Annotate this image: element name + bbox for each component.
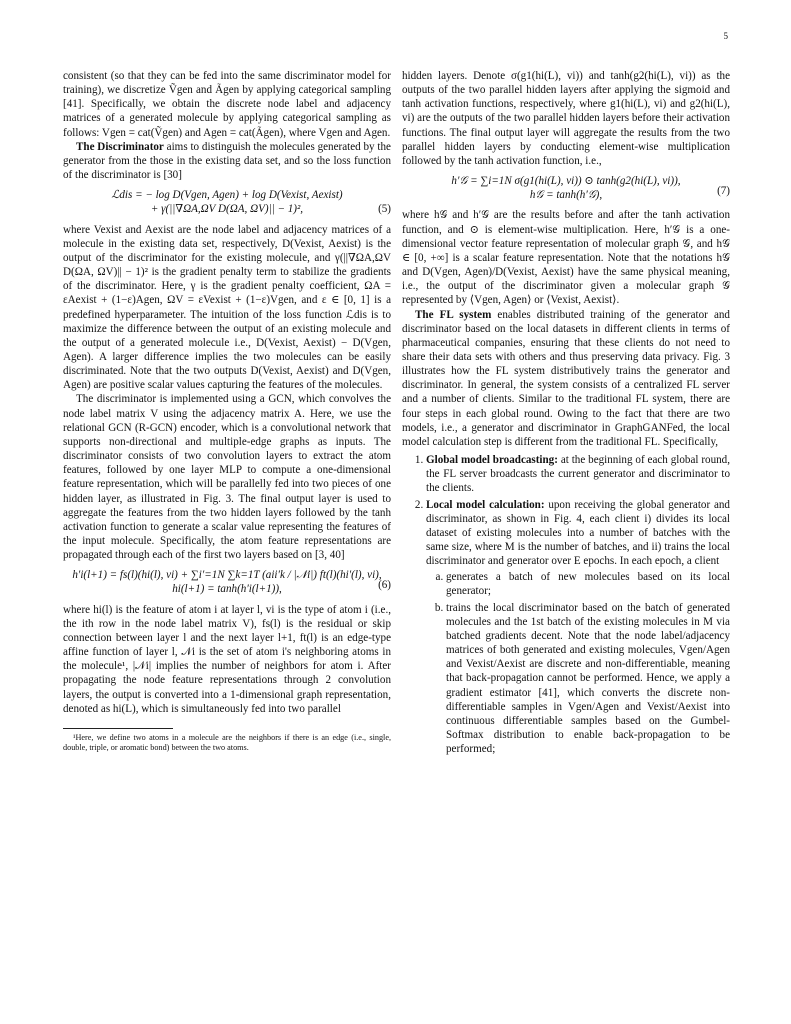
equation-number: (5) (378, 203, 391, 216)
equation-7 (402, 174, 730, 202)
left-column (63, 69, 391, 754)
list-item (426, 453, 730, 495)
paragraph (63, 140, 391, 182)
equation-5 (63, 188, 391, 216)
equation-line: h′𝒢 = ∑i=1N σ(g1(hi(L), vi)) ⊙ tanh(g2(hi(L), vi)), (451, 175, 681, 188)
sub-list-item: a. generates a batch of new molecules based on its local generator; (446, 570, 730, 598)
equation-6 (63, 568, 391, 596)
paragraph: The discriminator is implemented using a GCN, which convolves the node label matrix V using the adjacency matrix A. Here, we use the relational GCN (R-GCN) encoder, which is a convolutional network that supports non-directional and multiple-edge graphs as inputs. The discriminator consists of two convolution layers to extract the atom features, followed by one layer MLP to compute a one-dimensional feature representation, which will be parallelly fed into two pieces of one hidden layer, as illustrated in Fig. 3. The final output layer is used to aggregate the features from the two hidden layers followed by the tanh activation function to generate a scalar value representing the features of the input molecule. Specifically, the atom feature representations are propagated through each of the first two layers based on [3, 40] (63, 393, 391, 562)
footnote: ¹Here, we define two atoms in a molecule are the neighbors if there is an edge (i.e., single, double, triple, or aromatic bond) between the two atoms. (63, 732, 391, 753)
equation-line: hi(l+1) = tanh(h′i(l+1)), (172, 583, 282, 596)
paragraph-text: aims to distinguish the molecules generated by the generator from the those in the existing data set, and so the loss function of the discriminator is [30] (63, 140, 391, 182)
paragraph: where Vexist and Aexist are the node label and adjacency matrices of a molecule in the existing data set, respectively, D(Vexist, Aexist) is the output of the discriminator for the existing molecule, and γ(||∇ΩA,ΩV D(ΩA, ΩV)|| − 1)² is the gradient penalty term to stabilize the gradients of the discriminator. Here, γ is the gradient penalty coefficient, ΩA = εAexist + (1−ε)Agen, ΩV = εVexist + (1−ε)Vgen, and ε ∈ [0, 1] is a predefined hyperparameter. The intuition of the loss function ℒdis is to maximize the difference between the output of an existing molecule and the output of a generated molecule i.e., D(Vexist, Aexist) − D(Vgen, Agen). A larger difference implies the two molecules can be easily discriminated. Note that the two outputs D(Vexist, Aexist) and D(Vgen, Agen) are positive scalar values capturing the features of the molecules. (63, 223, 391, 392)
list-item (426, 498, 730, 757)
equation-number: (7) (717, 185, 730, 198)
equation-line: + γ(||∇ΩA,ΩV D(ΩA, ΩV)|| − 1)², (150, 203, 304, 216)
sub-step-list (426, 570, 730, 756)
section-heading: The Discriminator (76, 140, 164, 153)
paragraph-text: enables distributed training of the generator and discriminator based on the local datasets in different clients in terms of pharmaceutical companies, ensuring that these clients do not need to share their data sets with others and thus preserving data privacy. Fig. 3 illustrates how the FL system distributively trains the generator and discriminator. In general, the system consists of a centralized FL server and a number of clients. Similar to the traditional FL system, there are four steps in each global round. Owing to the fact that there are two models, i.e., a generator and discriminator in GraphGANFed, the local model calculation step is different from the traditional FL. Specifically, (402, 308, 730, 448)
page-number: 5 (723, 31, 728, 41)
list-item-heading: Global model broadcasting: (426, 454, 558, 467)
paragraph (402, 308, 730, 450)
section-heading: The FL system (415, 308, 492, 321)
equation-line: ℒdis = − log D(Vgen, Agen) + log D(Vexist, Aexist) (111, 189, 343, 202)
equation-line: h′i(l+1) = fs(l)(hi(l), vi) + ∑i′=1N ∑k=1T (aii′k / |𝒩i|) ft(l)(hi′(l), vi), (72, 569, 382, 582)
list-item-text: at the beginning of each global round, the FL server broadcasts the current generator and discriminator to the clients. (426, 454, 731, 495)
list-item-text: upon receiving the global generator and discriminator, as shown in Fig. 4, each client i) divides its local dataset of existing molecules into a number of batches with the same size, where M is the number of batches, and ii) trains the local discriminator and generator over E epochs. In each epoch, a client (426, 498, 730, 568)
equation-number: (6) (378, 579, 391, 592)
paragraph: where hi(l) is the feature of atom i at layer l, vi is the type of atom i (i.e., the ith row in the node label matrix V), fs(l) is the residual or skip connection between layer l and the next layer l+1, ft(l) is an edge-type affine function of layer l, 𝒩i is the set of atom i's neighboring atoms in the molecule¹, |𝒩i| implies the number of neighbors for atom i. After propagating the node feature representations through 2 convolution layers, the output is converted into a 1-dimensional graph representation, denoted as hi(L), which is simultaneously fed into two parallel (63, 603, 391, 715)
right-column (402, 69, 730, 758)
sub-list-item: b. trains the local discriminator based on the batch of generated molecules and the 1st batch of the existing molecules in M via batched gradients decent. Note that the node label/adjacency matrices of both generated and existing molecules, Vgen/Agen and Vexist/Aexist are discrete and non-differentiable, meaning that back-propagation cannot be performed. Hence, we apply a gradient estimator [41], which converts the discrete non-differentiable samples in Vgen/Agen and Vexist/Aexist into continuous differentiable samples based on the Gumbel-Softmax distribution to enable back-propagation to be performed; (446, 601, 730, 757)
equation-line: h𝒢 = tanh(h′𝒢), (529, 189, 603, 202)
step-list (402, 453, 730, 756)
paragraph: hidden layers. Denote σ(g1(hi(L), vi)) and tanh(g2(hi(L), vi)) as the outputs of the two parallel hidden layers after applying the sigmoid and tanh activation functions, respectively, where g1(hi(L), vi) and g2(hi(L), vi) are the outputs of the two parallel hidden layers before their activation functions. The final output layer will aggregate the results from the two parallel hidden layers by conducting element-wise multiplication followed by the tanh activation function, i.e., (402, 70, 730, 167)
paragraph: consistent (so that they can be fed into the same discriminator model for training), we discretize Ṽgen and Ãgen by applying categorical sampling [41]. Specifically, we obtain the discrete node label and adjacency matrices of a generated molecule by applying categorical sampling as follows: Vgen = cat(Ṽgen) and Agen = cat(Ãgen), where Vgen and Agen. (63, 70, 391, 139)
list-item-heading: Local model calculation: (426, 498, 545, 511)
paragraph: where h𝒢 and h′𝒢 are the results before and after the tanh activation function, and ⊙ is element-wise multiplication. Here, h′𝒢 is a one-dimensional vector feature representation of molecular graph 𝒢, and h𝒢 ∈ [0, +∞] is a scalar feature representation. Note that the notations h𝒢 and D(Vgen, Agen)/D(Vexist, Aexist) have the same physical meaning, i.e., the output of the discriminator given a molecular graph 𝒢 represented by ⟨Vgen, Agen⟩ or ⟨Vexist, Aexist⟩. (402, 209, 730, 307)
footnote-rule (63, 728, 173, 729)
